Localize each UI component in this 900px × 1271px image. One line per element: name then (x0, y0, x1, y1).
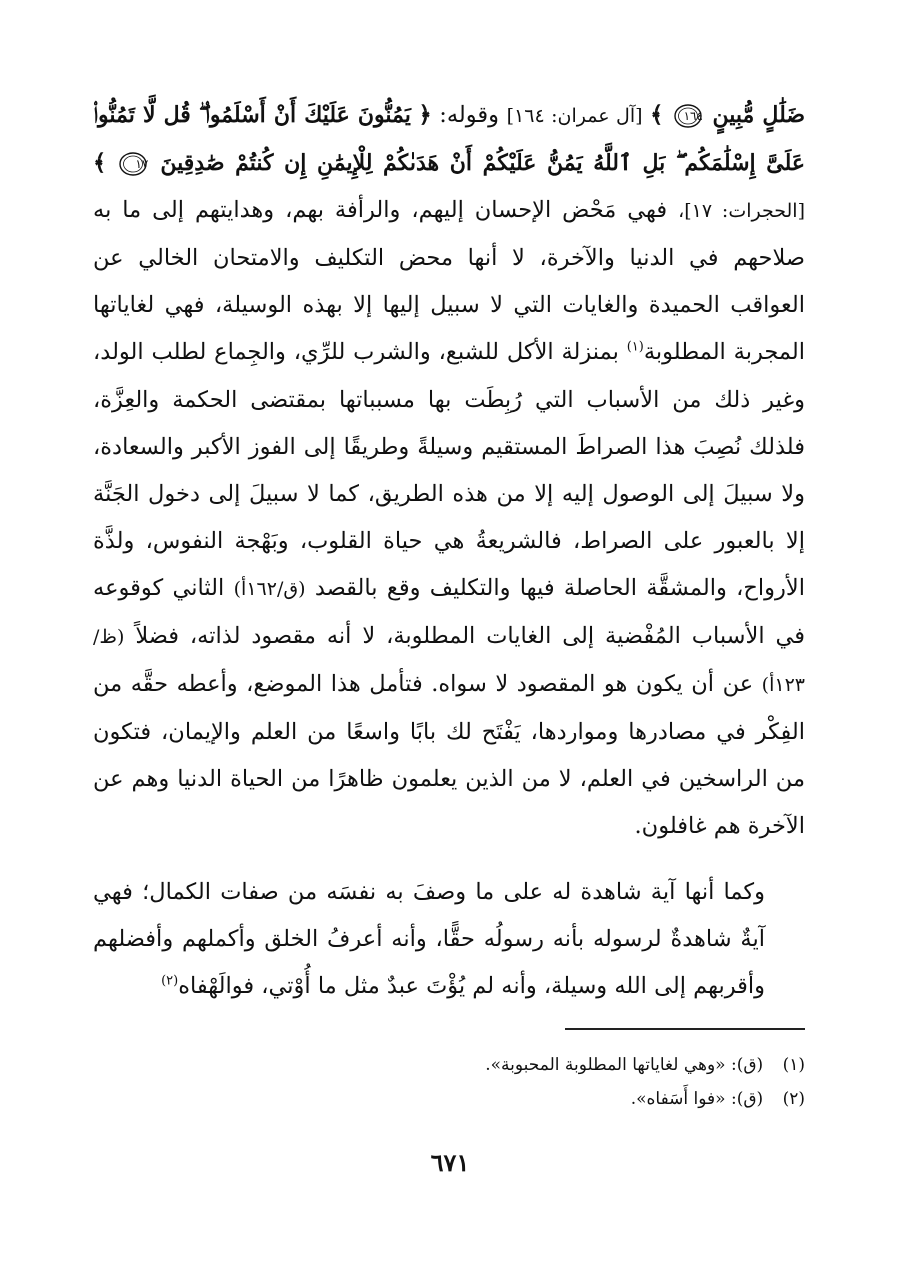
surah-reference: [الحجرات: ١٧]، (678, 200, 805, 223)
body-text: فهي مَحْض الإحسان إليهم، والرأفة بهم، وهدايتهم إلى ما به صلاحهم في الدنيا والآخرة، لا أنها محض التكليف والامتحان الخالي عن العواقب الحميدة والغايات التي لا سبيل إليها إلا بهذه الوسيلة، فهي لغاياتها المجربة المطلوبة (93, 197, 806, 366)
footnotes (93, 1048, 805, 1116)
quran-verse: ضَلَٰلٍ مُّبِينٍ (712, 102, 806, 128)
paragraph-2 (93, 869, 805, 1010)
quran-open-bracket-icon: ﴿ (418, 102, 432, 128)
ayah-end-marker (118, 151, 148, 177)
footnote-number: (٢) (782, 1089, 805, 1109)
ayah-end-marker (673, 103, 703, 129)
page-number: ٦٧١ (430, 1148, 470, 1177)
footnote-number: (١) (782, 1055, 805, 1075)
quran-verse: يَمُنُّونَ عَلَيْكَ أَنْ أَسْلَمُوا۟ ۖ قُل لَّا تَمُنُّوا۟ عَلَىَّ إِسْلَٰمَكُم ۖ بَلِ ٱللَّهُ يَمُنُّ عَلَيْكُمْ أَنْ هَدَىٰكُمْ لِلْإِيمَٰنِ إِن كُنتُمْ صَٰدِقِينَ (93, 102, 806, 177)
ayah-number: ١٦٤ (683, 109, 703, 123)
main-text (93, 92, 805, 1010)
quran-close-bracket-icon: ﴾ (93, 150, 107, 177)
paragraph-gap (93, 851, 805, 869)
surah-reference: [آل عمران: ١٦٤] (506, 105, 643, 127)
manuscript-reference: (ق/١٦٢أ) (233, 577, 306, 600)
connector-text: وقوله: (439, 102, 500, 128)
footnote-text: (ق): «وهي لغاياتها المطلوبة المحبوبة». (485, 1055, 764, 1075)
body-text: عن أن يكون هو المقصود لا سواه. فتأمل هذا الموضع، وأعطه حقَّه من الفِكْر في مصادرها ومواردها، يَفْتَح لك بابًا واسعًا من العلم والإيمان، فتكون من الراسخين في العلم، لا من الذين يعلمون ظاهرًا من الحياة الدنيا وهم عن الآخرة هم غافلون. (93, 671, 805, 840)
body-text: بمنزلة الأكل للشبع، والشرب للرِّي، والجِماع لطلب الولد، وغير ذلك من الأسباب التي رُبِطَت بها مسبباتها بمقتضى الحكمة والعِزَّة، فلذلك نُصِبَ هذا الصراطَ المستقيم وسيلةً وطريقًا إلى الفوز الأكبر والسعادة، ولا سبيلَ إلى الوصول إليه إلا من هذه الطريق، كما لا سبيلَ إلى دخول الجَنَّة إلا بالعبور على الصراط، فالشريعةُ هي حياة القلوب، وبَهْجة النفوس، ولذَّة الأرواح، والمشقَّة الحاصلة فيها والتكليف وقع بالقصد (93, 339, 805, 601)
footnote-marker[interactable]: (٢) (161, 973, 179, 989)
paragraph-1 (93, 92, 805, 851)
footnote-item (93, 1048, 805, 1082)
footnote-divider (565, 1028, 805, 1030)
body-text: وكما أنها آية شاهدة له على ما وصفَ به نفسَه من صفات الكمال؛ فهي آيةٌ شاهدةٌ لرسوله بأنه رسولُه حقًّا، وأنه أعرفُ الخلق وأكملهم وأفضلهم وأقربهم إلى الله وسيلة، وأنه لم يُؤْتَ عبدٌ مثل ما أُوْتي، فوالَهْفاه (93, 878, 765, 999)
footnote-text: (ق): «فوا أَسَفاه». (630, 1089, 764, 1109)
footnote-marker[interactable]: (١) (626, 339, 644, 355)
manuscript-reference: (ظ/١٢٣أ) (93, 626, 805, 697)
footnote-item (93, 1082, 805, 1116)
body-text: الثاني كوقوعه في الأسباب المُفْضية إلى الغايات المطلوبة، لا أنه مقصود لذاته، فضلاً (93, 574, 805, 650)
quran-close-bracket-icon: ﴾ (650, 102, 664, 128)
ayah-number: ١٧ (135, 157, 149, 172)
